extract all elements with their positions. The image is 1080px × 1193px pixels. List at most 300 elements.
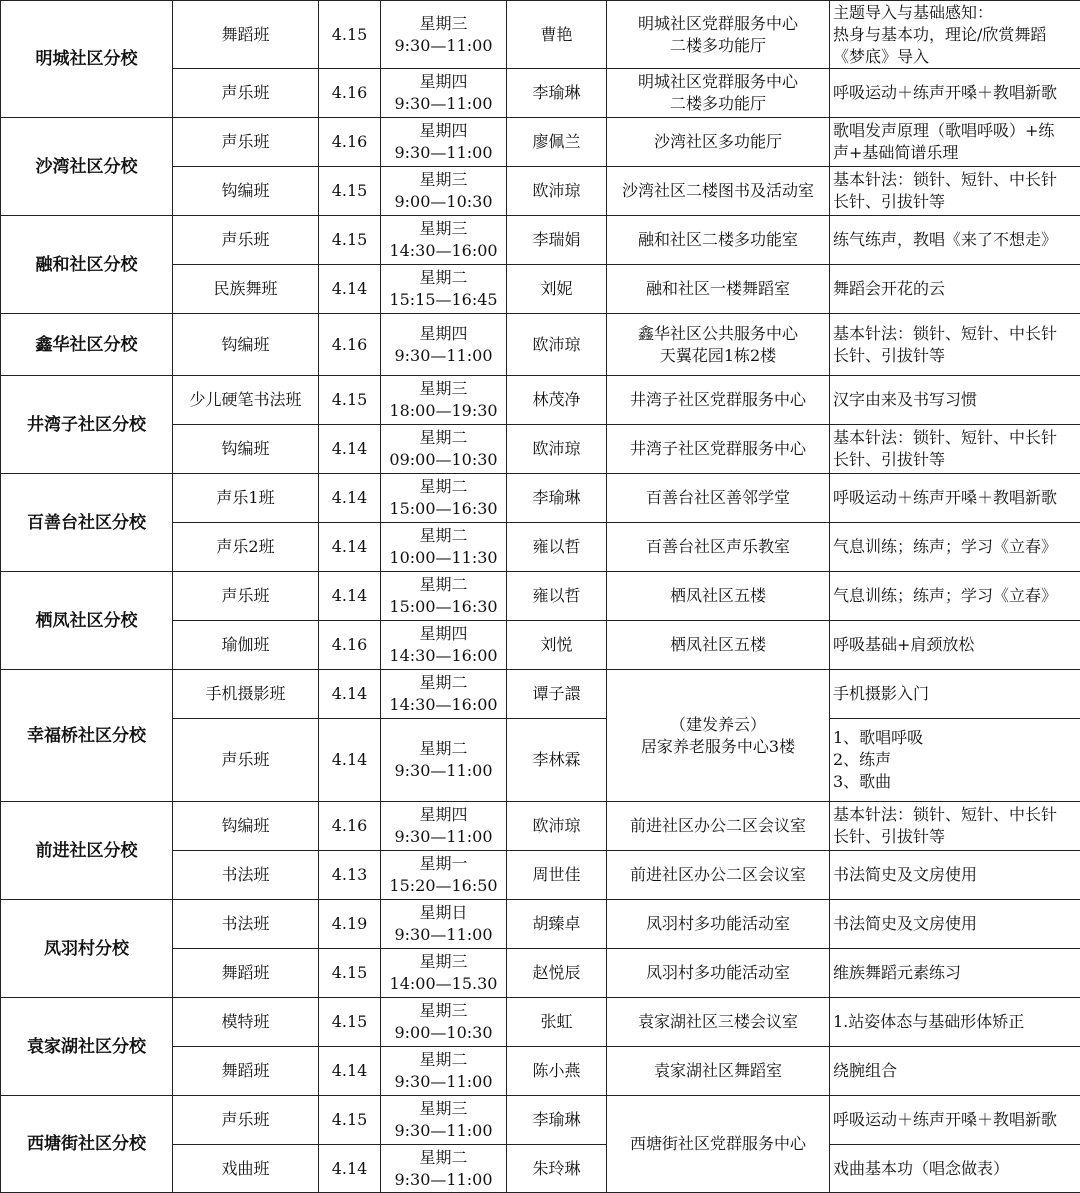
teacher-cell bbox=[507, 1145, 607, 1193]
time-cell-text: 9:00—10:30 bbox=[384, 191, 503, 213]
venue-cell-text: 明城社区党群服务中心 bbox=[610, 71, 826, 93]
content-cell-text: 书法简史及文房使用 bbox=[833, 864, 1077, 886]
teacher-cell-text: 雍以哲 bbox=[510, 536, 603, 558]
class-name-cell-text: 声乐班 bbox=[176, 1109, 315, 1131]
date-cell-text: 4.14 bbox=[322, 278, 377, 300]
teacher-cell-text: 林茂净 bbox=[510, 389, 603, 411]
time-cell-text: 星期一 bbox=[384, 853, 503, 875]
content-cell-text: 长针、引拔针等 bbox=[833, 191, 1077, 213]
time-cell-text: 星期二 bbox=[384, 427, 503, 449]
teacher-cell bbox=[507, 425, 607, 474]
time-cell-text: 星期三 bbox=[384, 951, 503, 973]
teacher-cell bbox=[507, 572, 607, 621]
teacher-cell-text: 李林霖 bbox=[510, 749, 603, 771]
class-name-cell-text: 书法班 bbox=[176, 913, 315, 935]
time-cell-text: 9:30—11:00 bbox=[384, 924, 503, 946]
content-cell-text: 基本针法：锁针、短针、中长针 bbox=[833, 323, 1077, 345]
time-cell-text: 9:30—11:00 bbox=[384, 35, 503, 57]
content-cell bbox=[830, 1047, 1080, 1096]
table-row bbox=[1, 1, 1080, 69]
content-cell-text: 《梦底》导入 bbox=[833, 46, 1077, 68]
date-cell bbox=[319, 474, 381, 523]
school-cell-text: 百善台社区分校 bbox=[4, 512, 169, 534]
venue-cell-text: 凤羽村多功能活动室 bbox=[610, 962, 826, 984]
teacher-cell-text: 欧沛琼 bbox=[510, 438, 603, 460]
time-cell-text: 星期三 bbox=[384, 378, 503, 400]
school-cell-text: 鑫华社区分校 bbox=[4, 334, 169, 356]
venue-cell bbox=[607, 802, 830, 851]
venue-cell-text: （建发养云） bbox=[610, 714, 826, 736]
class-name-cell bbox=[173, 949, 319, 998]
teacher-cell bbox=[507, 900, 607, 949]
venue-cell bbox=[607, 900, 830, 949]
class-name-cell-text: 少儿硬笔书法班 bbox=[176, 389, 315, 411]
date-cell-text: 4.13 bbox=[322, 864, 377, 886]
school-cell bbox=[1, 900, 173, 998]
venue-cell-text: 袁家湖社区舞蹈室 bbox=[610, 1060, 826, 1082]
venue-cell-text: 融和社区二楼多功能室 bbox=[610, 229, 826, 251]
venue-cell bbox=[607, 474, 830, 523]
class-name-cell-text: 民族舞班 bbox=[176, 278, 315, 300]
time-cell bbox=[381, 425, 507, 474]
time-cell-text: 星期三 bbox=[384, 1000, 503, 1022]
class-name-cell-text: 舞蹈班 bbox=[176, 962, 315, 984]
class-name-cell bbox=[173, 900, 319, 949]
venue-cell-text: 西塘街社区党群服务中心 bbox=[610, 1133, 826, 1155]
time-cell-text: 星期四 bbox=[384, 623, 503, 645]
venue-cell-text: 百善台社区声乐教室 bbox=[610, 536, 826, 558]
content-cell bbox=[830, 216, 1080, 265]
time-cell bbox=[381, 474, 507, 523]
date-cell bbox=[319, 1047, 381, 1096]
school-cell bbox=[1, 1, 173, 118]
content-cell-text: 手机摄影入门 bbox=[833, 683, 1077, 705]
venue-cell bbox=[607, 1096, 830, 1193]
time-cell-text: 15:00—16:30 bbox=[384, 498, 503, 520]
class-name-cell bbox=[173, 1, 319, 69]
time-cell bbox=[381, 1047, 507, 1096]
time-cell-text: 14:30—16:00 bbox=[384, 645, 503, 667]
time-cell bbox=[381, 265, 507, 314]
class-name-cell-text: 手机摄影班 bbox=[176, 683, 315, 705]
time-cell-text: 星期日 bbox=[384, 902, 503, 924]
time-cell bbox=[381, 118, 507, 167]
venue-cell bbox=[607, 572, 830, 621]
venue-cell-text: 前进社区办公二区会议室 bbox=[610, 864, 826, 886]
venue-cell-text: 井湾子社区党群服务中心 bbox=[610, 438, 826, 460]
content-cell-text: 呼吸基础+肩颈放松 bbox=[833, 634, 1077, 656]
time-cell-text: 14:00—15.30 bbox=[384, 973, 503, 995]
date-cell-text: 4.16 bbox=[322, 131, 377, 153]
teacher-cell bbox=[507, 265, 607, 314]
date-cell bbox=[319, 314, 381, 376]
teacher-cell-text: 刘妮 bbox=[510, 278, 603, 300]
time-cell-text: 14:30—16:00 bbox=[384, 240, 503, 262]
time-cell bbox=[381, 216, 507, 265]
time-cell bbox=[381, 572, 507, 621]
venue-cell bbox=[607, 314, 830, 376]
date-cell bbox=[319, 621, 381, 670]
school-cell bbox=[1, 802, 173, 900]
table-row bbox=[1, 572, 1080, 621]
content-cell bbox=[830, 802, 1080, 851]
teacher-cell-text: 雍以哲 bbox=[510, 585, 603, 607]
time-cell bbox=[381, 998, 507, 1047]
venue-cell bbox=[607, 376, 830, 425]
class-name-cell-text: 书法班 bbox=[176, 864, 315, 886]
date-cell bbox=[319, 118, 381, 167]
time-cell-text: 15:20—16:50 bbox=[384, 875, 503, 897]
class-name-cell-text: 瑜伽班 bbox=[176, 634, 315, 656]
content-cell bbox=[830, 719, 1080, 802]
time-cell bbox=[381, 719, 507, 802]
time-cell bbox=[381, 69, 507, 118]
venue-cell bbox=[607, 118, 830, 167]
content-cell-text: 主题导入与基础感知： bbox=[833, 2, 1077, 24]
date-cell bbox=[319, 69, 381, 118]
teacher-cell-text: 朱玲琳 bbox=[510, 1158, 603, 1180]
date-cell bbox=[319, 572, 381, 621]
class-name-cell bbox=[173, 216, 319, 265]
class-name-cell bbox=[173, 621, 319, 670]
date-cell-text: 4.15 bbox=[322, 962, 377, 984]
content-cell-text: 呼吸运动＋练声开嗓＋教唱新歌 bbox=[833, 1109, 1077, 1131]
class-name-cell bbox=[173, 670, 319, 719]
table-row bbox=[1, 216, 1080, 265]
date-cell-text: 4.14 bbox=[322, 438, 377, 460]
date-cell-text: 4.14 bbox=[322, 1158, 377, 1180]
date-cell-text: 4.15 bbox=[322, 180, 377, 202]
teacher-cell bbox=[507, 523, 607, 572]
teacher-cell bbox=[507, 1047, 607, 1096]
time-cell-text: 9:30—11:00 bbox=[384, 826, 503, 848]
time-cell bbox=[381, 670, 507, 719]
teacher-cell bbox=[507, 216, 607, 265]
time-cell-text: 10:00—11:30 bbox=[384, 547, 503, 569]
content-cell bbox=[830, 523, 1080, 572]
school-cell bbox=[1, 314, 173, 376]
class-name-cell bbox=[173, 376, 319, 425]
teacher-cell-text: 欧沛琼 bbox=[510, 334, 603, 356]
class-name-cell bbox=[173, 1096, 319, 1145]
venue-cell bbox=[607, 621, 830, 670]
date-cell bbox=[319, 216, 381, 265]
date-cell bbox=[319, 851, 381, 900]
teacher-cell-text: 谭子譞 bbox=[510, 683, 603, 705]
date-cell-text: 4.15 bbox=[322, 389, 377, 411]
time-cell bbox=[381, 523, 507, 572]
content-cell-text: 书法简史及文房使用 bbox=[833, 913, 1077, 935]
content-cell-text: 2、练声 bbox=[833, 749, 1077, 771]
content-cell-text: 1、歌唱呼吸 bbox=[833, 727, 1077, 749]
date-cell bbox=[319, 719, 381, 802]
venue-cell-text: 二楼多功能厅 bbox=[610, 93, 826, 115]
teacher-cell-text: 李瑜琳 bbox=[510, 487, 603, 509]
table-row bbox=[1, 474, 1080, 523]
date-cell-text: 4.14 bbox=[322, 749, 377, 771]
school-cell-text: 凤羽村分校 bbox=[4, 938, 169, 960]
date-cell bbox=[319, 167, 381, 216]
time-cell-text: 星期三 bbox=[384, 218, 503, 240]
content-cell bbox=[830, 949, 1080, 998]
teacher-cell-text: 廖佩兰 bbox=[510, 131, 603, 153]
time-cell-text: 星期四 bbox=[384, 804, 503, 826]
content-cell-text: 热身与基本功，理论/欣赏舞蹈 bbox=[833, 24, 1077, 46]
school-cell-text: 幸福桥社区分校 bbox=[4, 725, 169, 747]
date-cell bbox=[319, 1145, 381, 1193]
class-name-cell bbox=[173, 425, 319, 474]
time-cell-text: 9:30—11:00 bbox=[384, 760, 503, 782]
venue-cell-text: 沙湾社区多功能厅 bbox=[610, 131, 826, 153]
teacher-cell bbox=[507, 998, 607, 1047]
venue-cell bbox=[607, 1, 830, 69]
school-cell bbox=[1, 216, 173, 314]
class-name-cell-text: 戏曲班 bbox=[176, 1158, 315, 1180]
time-cell bbox=[381, 900, 507, 949]
content-cell-text: 气息训练；练声；学习《立春》 bbox=[833, 585, 1077, 607]
venue-cell bbox=[607, 851, 830, 900]
date-cell-text: 4.19 bbox=[322, 913, 377, 935]
teacher-cell-text: 李瑞娟 bbox=[510, 229, 603, 251]
venue-cell bbox=[607, 670, 830, 802]
teacher-cell bbox=[507, 802, 607, 851]
content-cell bbox=[830, 474, 1080, 523]
venue-cell-text: 沙湾社区二楼图书及活动室 bbox=[610, 180, 826, 202]
time-cell-text: 9:30—11:00 bbox=[384, 1071, 503, 1093]
class-name-cell-text: 钩编班 bbox=[176, 334, 315, 356]
date-cell-text: 4.14 bbox=[322, 683, 377, 705]
time-cell bbox=[381, 1145, 507, 1193]
time-cell-text: 09:00—10:30 bbox=[384, 449, 503, 471]
venue-cell bbox=[607, 216, 830, 265]
content-cell-text: 长针、引拔针等 bbox=[833, 345, 1077, 367]
content-cell-text: 基本针法：锁针、短针、中长针 bbox=[833, 169, 1077, 191]
class-name-cell-text: 声乐班 bbox=[176, 585, 315, 607]
content-cell bbox=[830, 900, 1080, 949]
content-cell-text: 长针、引拔针等 bbox=[833, 826, 1077, 848]
content-cell-text: 基本针法：锁针、短针、中长针 bbox=[833, 427, 1077, 449]
content-cell-text: 绕腕组合 bbox=[833, 1060, 1077, 1082]
time-cell-text: 星期二 bbox=[384, 1147, 503, 1169]
teacher-cell-text: 赵悦辰 bbox=[510, 962, 603, 984]
date-cell bbox=[319, 425, 381, 474]
class-name-cell bbox=[173, 523, 319, 572]
time-cell-text: 15:15—16:45 bbox=[384, 289, 503, 311]
venue-cell-text: 二楼多功能厅 bbox=[610, 35, 826, 57]
table-row bbox=[1, 900, 1080, 949]
time-cell-text: 星期三 bbox=[384, 1098, 503, 1120]
class-name-cell bbox=[173, 719, 319, 802]
venue-cell-text: 栖凤社区五楼 bbox=[610, 585, 826, 607]
date-cell-text: 4.16 bbox=[322, 82, 377, 104]
table-row bbox=[1, 1096, 1080, 1145]
venue-cell-text: 百善台社区善邻学堂 bbox=[610, 487, 826, 509]
class-name-cell-text: 声乐班 bbox=[176, 749, 315, 771]
table-row bbox=[1, 802, 1080, 851]
content-cell-text: 3、歌曲 bbox=[833, 771, 1077, 793]
school-cell-text: 袁家湖社区分校 bbox=[4, 1036, 169, 1058]
time-cell-text: 星期三 bbox=[384, 169, 503, 191]
class-name-cell bbox=[173, 118, 319, 167]
school-cell-text: 栖凤社区分校 bbox=[4, 610, 169, 632]
class-name-cell bbox=[173, 998, 319, 1047]
class-name-cell-text: 钩编班 bbox=[176, 180, 315, 202]
date-cell-text: 4.15 bbox=[322, 1011, 377, 1033]
content-cell-text: 维族舞蹈元素练习 bbox=[833, 962, 1077, 984]
date-cell-text: 4.14 bbox=[322, 585, 377, 607]
class-name-cell-text: 声乐班 bbox=[176, 131, 315, 153]
class-name-cell-text: 声乐班 bbox=[176, 82, 315, 104]
content-cell bbox=[830, 376, 1080, 425]
table-row bbox=[1, 670, 1080, 719]
venue-cell-text: 明城社区党群服务中心 bbox=[610, 13, 826, 35]
content-cell-text: 基本针法：锁针、短针、中长针 bbox=[833, 804, 1077, 826]
teacher-cell bbox=[507, 376, 607, 425]
teacher-cell bbox=[507, 474, 607, 523]
time-cell-text: 星期四 bbox=[384, 120, 503, 142]
class-name-cell bbox=[173, 1047, 319, 1096]
teacher-cell bbox=[507, 314, 607, 376]
school-cell-text: 西塘街社区分校 bbox=[4, 1133, 169, 1155]
date-cell-text: 4.14 bbox=[322, 1060, 377, 1082]
content-cell bbox=[830, 1, 1080, 69]
teacher-cell bbox=[507, 167, 607, 216]
time-cell bbox=[381, 851, 507, 900]
school-cell-text: 沙湾社区分校 bbox=[4, 156, 169, 178]
content-cell-text: 1.站姿体态与基础形体矫正 bbox=[833, 1011, 1077, 1033]
school-cell bbox=[1, 572, 173, 670]
venue-cell-text: 天翼花园1栋2楼 bbox=[610, 345, 826, 367]
time-cell bbox=[381, 376, 507, 425]
class-name-cell-text: 舞蹈班 bbox=[176, 1060, 315, 1082]
time-cell-text: 星期二 bbox=[384, 525, 503, 547]
content-cell-text: 呼吸运动＋练声开嗓＋教唱新歌 bbox=[833, 487, 1077, 509]
time-cell-text: 15:00—16:30 bbox=[384, 596, 503, 618]
teacher-cell-text: 欧沛琼 bbox=[510, 815, 603, 837]
school-cell bbox=[1, 474, 173, 572]
time-cell-text: 18:00—19:30 bbox=[384, 400, 503, 422]
venue-cell-text: 融和社区一楼舞蹈室 bbox=[610, 278, 826, 300]
time-cell-text: 星期二 bbox=[384, 267, 503, 289]
date-cell bbox=[319, 1, 381, 69]
time-cell-text: 9:30—11:00 bbox=[384, 1169, 503, 1191]
teacher-cell-text: 周世佳 bbox=[510, 864, 603, 886]
teacher-cell-text: 李瑜琳 bbox=[510, 1109, 603, 1131]
date-cell bbox=[319, 900, 381, 949]
class-name-cell-text: 钩编班 bbox=[176, 438, 315, 460]
content-cell-text: 练气练声，教唱《来了不想走》 bbox=[833, 229, 1077, 251]
time-cell-text: 星期二 bbox=[384, 574, 503, 596]
date-cell bbox=[319, 802, 381, 851]
teacher-cell bbox=[507, 1096, 607, 1145]
teacher-cell bbox=[507, 670, 607, 719]
class-name-cell bbox=[173, 851, 319, 900]
class-name-cell bbox=[173, 265, 319, 314]
teacher-cell bbox=[507, 851, 607, 900]
content-cell-text: 汉字由来及书写习惯 bbox=[833, 389, 1077, 411]
table-row bbox=[1, 314, 1080, 376]
time-cell bbox=[381, 949, 507, 998]
teacher-cell bbox=[507, 621, 607, 670]
venue-cell bbox=[607, 998, 830, 1047]
class-name-cell bbox=[173, 167, 319, 216]
content-cell bbox=[830, 167, 1080, 216]
time-cell-text: 9:30—11:00 bbox=[384, 93, 503, 115]
content-cell bbox=[830, 69, 1080, 118]
venue-cell-text: 居家养老服务中心3楼 bbox=[610, 736, 826, 758]
time-cell-text: 星期二 bbox=[384, 1049, 503, 1071]
teacher-cell bbox=[507, 69, 607, 118]
content-cell bbox=[830, 314, 1080, 376]
venue-cell bbox=[607, 69, 830, 118]
time-cell-text: 9:00—10:30 bbox=[384, 1022, 503, 1044]
class-name-cell-text: 钩编班 bbox=[176, 815, 315, 837]
content-cell-text: 声+基础简谱乐理 bbox=[833, 142, 1077, 164]
time-cell bbox=[381, 314, 507, 376]
content-cell bbox=[830, 572, 1080, 621]
venue-cell-text: 鑫华社区公共服务中心 bbox=[610, 323, 826, 345]
time-cell bbox=[381, 802, 507, 851]
content-cell bbox=[830, 425, 1080, 474]
venue-cell bbox=[607, 167, 830, 216]
content-cell-text: 长针、引拔针等 bbox=[833, 449, 1077, 471]
content-cell-text: 呼吸运动＋练声开嗓＋教唱新歌 bbox=[833, 82, 1077, 104]
teacher-cell bbox=[507, 949, 607, 998]
content-cell bbox=[830, 265, 1080, 314]
time-cell bbox=[381, 1, 507, 69]
school-cell bbox=[1, 1096, 173, 1193]
venue-cell bbox=[607, 523, 830, 572]
date-cell-text: 4.15 bbox=[322, 24, 377, 46]
content-cell-text: 戏曲基本功（唱念做表） bbox=[833, 1158, 1077, 1180]
teacher-cell-text: 胡臻卓 bbox=[510, 913, 603, 935]
teacher-cell bbox=[507, 719, 607, 802]
venue-cell bbox=[607, 1047, 830, 1096]
time-cell-text: 14:30—16:00 bbox=[384, 694, 503, 716]
school-cell bbox=[1, 118, 173, 216]
venue-cell bbox=[607, 949, 830, 998]
school-cell-text: 前进社区分校 bbox=[4, 840, 169, 862]
venue-cell bbox=[607, 425, 830, 474]
content-cell bbox=[830, 118, 1080, 167]
school-cell bbox=[1, 376, 173, 474]
school-cell bbox=[1, 670, 173, 802]
teacher-cell bbox=[507, 118, 607, 167]
venue-cell-text: 袁家湖社区三楼会议室 bbox=[610, 1011, 826, 1033]
content-cell bbox=[830, 998, 1080, 1047]
date-cell bbox=[319, 265, 381, 314]
teacher-cell-text: 刘悦 bbox=[510, 634, 603, 656]
date-cell bbox=[319, 523, 381, 572]
time-cell-text: 9:30—11:00 bbox=[384, 142, 503, 164]
schedule-body bbox=[1, 1, 1080, 1193]
class-name-cell bbox=[173, 802, 319, 851]
date-cell-text: 4.16 bbox=[322, 815, 377, 837]
teacher-cell-text: 陈小燕 bbox=[510, 1060, 603, 1082]
class-name-cell-text: 声乐2班 bbox=[176, 536, 315, 558]
venue-cell-text: 井湾子社区党群服务中心 bbox=[610, 389, 826, 411]
school-cell-text: 明城社区分校 bbox=[4, 48, 169, 70]
time-cell-text: 星期四 bbox=[384, 323, 503, 345]
table-row bbox=[1, 118, 1080, 167]
content-cell-text: 气息训练；练声；学习《立春》 bbox=[833, 536, 1077, 558]
time-cell-text: 9:30—11:00 bbox=[384, 345, 503, 367]
content-cell bbox=[830, 670, 1080, 719]
class-name-cell bbox=[173, 314, 319, 376]
date-cell-text: 4.15 bbox=[322, 1109, 377, 1131]
venue-cell bbox=[607, 265, 830, 314]
date-cell-text: 4.16 bbox=[322, 634, 377, 656]
